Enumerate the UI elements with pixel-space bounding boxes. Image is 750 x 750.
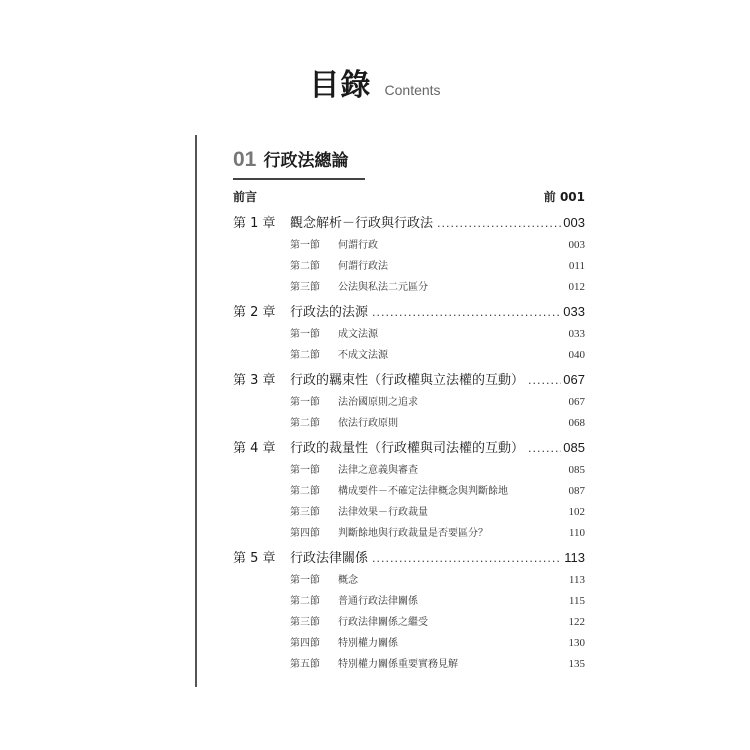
subsection-title: 特別權力關係 (338, 638, 398, 649)
subsection-label: 第二節 (290, 596, 320, 607)
chapter-title: 觀念解析－行政與行政法 (290, 216, 434, 231)
subsection-row[interactable] (233, 236, 585, 257)
chapter-label: 第 1 章 (233, 216, 276, 231)
subsection-row[interactable] (233, 278, 585, 299)
subsection-page: 110 (568, 527, 585, 539)
subsection-page: 115 (568, 595, 585, 607)
subsection-page: 085 (568, 464, 585, 476)
subsection-title: 構成要件－不確定法律概念與判斷餘地 (338, 486, 508, 497)
chapter-page: 113 (564, 550, 585, 565)
subsection-row[interactable] (233, 482, 585, 503)
chapter-row[interactable] (233, 437, 585, 461)
chapter-label: 第 4 章 (233, 441, 276, 456)
subsection-row[interactable] (233, 393, 585, 414)
subsection-title: 何謂行政 (338, 240, 378, 251)
chapter-label: 第 3 章 (233, 373, 276, 388)
left-vertical-rule (195, 135, 197, 687)
subsection-label: 第二節 (290, 486, 320, 497)
preface-page: 前 001 (543, 190, 585, 204)
preface-row[interactable] (233, 188, 585, 212)
dot-leader (528, 374, 561, 387)
subsection-label: 第三節 (290, 507, 320, 518)
subsection-title: 法律之意義與審查 (338, 465, 418, 476)
subsection-row[interactable] (233, 613, 585, 634)
chapter-row[interactable] (233, 301, 585, 325)
subsection-title: 概念 (338, 575, 358, 586)
chapter-page: 085 (563, 440, 585, 455)
chapter-row[interactable] (233, 369, 585, 393)
subsection-label: 第一節 (290, 575, 320, 586)
chapter-title: 行政法的法源 (290, 305, 369, 320)
section-number: 01 (233, 148, 257, 171)
dot-leader (528, 442, 561, 455)
subsection-title: 法律效果－行政裁量 (338, 507, 428, 518)
chapter-list (233, 212, 585, 676)
preface-label: 前言 (233, 190, 258, 204)
subsection-label: 第五節 (290, 659, 320, 670)
subsection-row[interactable] (233, 634, 585, 655)
subsection-row[interactable] (233, 461, 585, 482)
dot-leader (372, 552, 562, 565)
title-chinese: 目錄 (309, 68, 372, 103)
chapter-title: 行政的羈束性（行政權與立法權的互動） (290, 373, 525, 388)
subsection-page: 012 (568, 281, 585, 293)
subsection-label: 第三節 (290, 282, 320, 293)
chapter-row[interactable] (233, 547, 585, 571)
page-title (0, 60, 750, 104)
subsection-label: 第二節 (290, 350, 320, 361)
subsection-page: 087 (568, 485, 585, 497)
subsection-page: 130 (568, 637, 585, 649)
subsection-label: 第二節 (290, 261, 320, 272)
subsection-title: 普通行政法律關係 (338, 596, 418, 607)
chapter-page: 067 (563, 372, 585, 387)
table-of-contents (233, 188, 585, 676)
title-english: Contents (384, 82, 441, 98)
subsection-page: 003 (568, 239, 585, 251)
subsection-label: 第一節 (290, 397, 320, 408)
subsection-title: 不成文法源 (338, 350, 388, 361)
chapter-label: 第 2 章 (233, 305, 276, 320)
subsection-label: 第一節 (290, 329, 320, 340)
subsection-row[interactable] (233, 503, 585, 524)
chapter-label: 第 5 章 (233, 551, 276, 566)
chapter-page: 003 (563, 215, 585, 230)
subsection-title: 成文法源 (338, 329, 378, 340)
dot-leader (372, 306, 561, 319)
subsection-title: 依法行政原則 (338, 418, 398, 429)
subsection-title: 特別權力關係重要實務見解 (338, 659, 458, 670)
subsection-row[interactable] (233, 524, 585, 545)
subsection-page: 135 (568, 658, 585, 670)
subsection-row[interactable] (233, 592, 585, 613)
subsection-label: 第三節 (290, 617, 320, 628)
subsection-page: 122 (568, 616, 585, 628)
subsection-title: 法治國原則之追求 (338, 397, 418, 408)
subsection-label: 第四節 (290, 638, 320, 649)
subsection-page: 040 (568, 349, 585, 361)
subsection-page: 033 (568, 328, 585, 340)
subsection-page: 102 (568, 506, 585, 518)
subsection-label: 第四節 (290, 528, 320, 539)
subsection-label: 第一節 (290, 465, 320, 476)
subsection-page: 113 (568, 574, 585, 586)
subsection-label: 第一節 (290, 240, 320, 251)
chapter-title: 行政法律關係 (290, 551, 369, 566)
subsection-title: 何謂行政法 (338, 261, 388, 272)
chapter-title: 行政的裁量性（行政權與司法權的互動） (290, 441, 525, 456)
subsection-row[interactable] (233, 571, 585, 592)
subsection-row[interactable] (233, 325, 585, 346)
subsection-page: 011 (568, 260, 585, 272)
subsection-title: 判斷餘地與行政裁量是否要區分？ (338, 528, 488, 539)
subsection-title: 行政法律關係之繼受 (338, 617, 428, 628)
chapter-row[interactable] (233, 212, 585, 236)
subsection-row[interactable] (233, 655, 585, 676)
section-title: 行政法總論 (263, 151, 349, 171)
subsection-page: 068 (568, 417, 585, 429)
subsection-title: 公法與私法二元區分 (338, 282, 428, 293)
subsection-label: 第二節 (290, 418, 320, 429)
chapter-page: 033 (563, 304, 585, 319)
subsection-page: 067 (568, 396, 585, 408)
dot-leader (437, 217, 561, 230)
subsection-row[interactable] (233, 257, 585, 278)
section-heading (233, 146, 365, 180)
subsection-row[interactable] (233, 346, 585, 367)
subsection-row[interactable] (233, 414, 585, 435)
